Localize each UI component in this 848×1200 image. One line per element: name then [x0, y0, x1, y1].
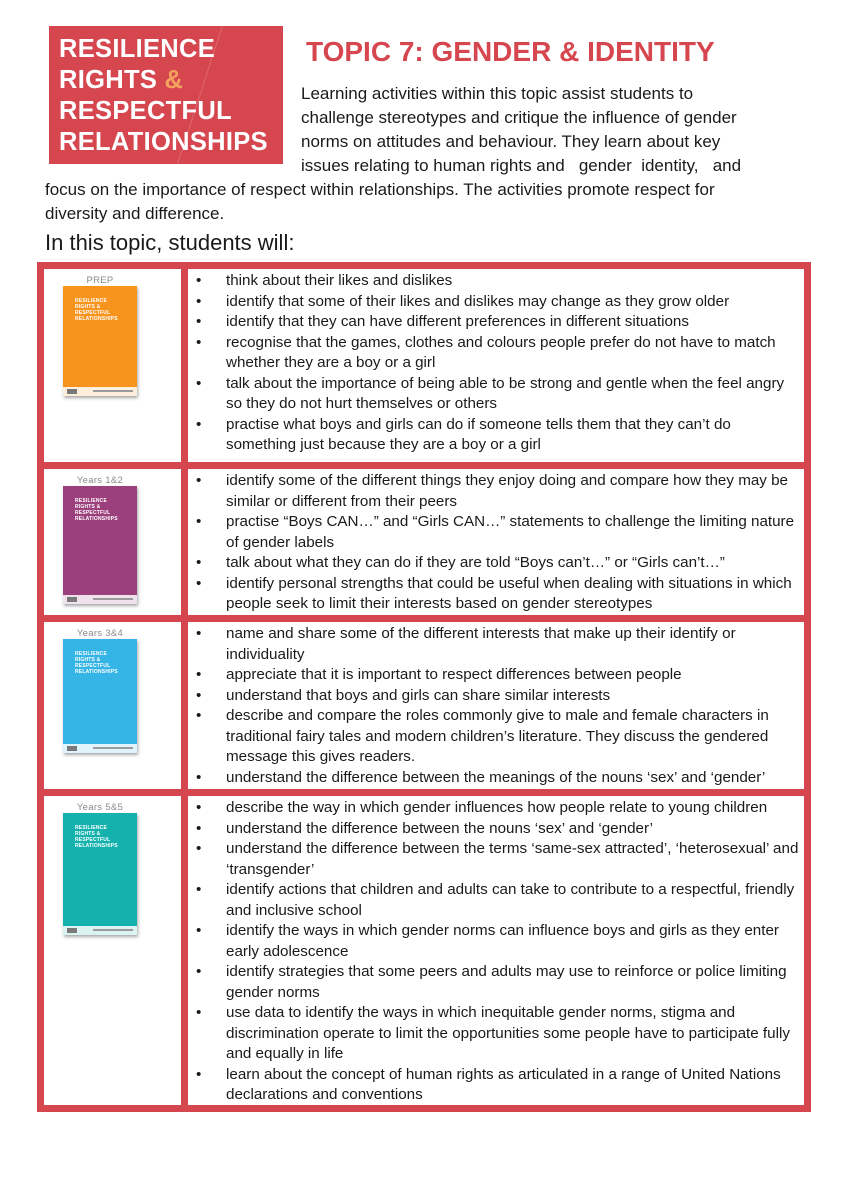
year-level-label: PREP: [86, 275, 114, 286]
year-level-label: Years 3&4: [76, 628, 124, 639]
outcomes-table: [37, 262, 811, 1112]
intro-line-6: diversity and difference.: [45, 204, 225, 223]
list-item: • use data to identify the ways in which inequitable gender norms, stigma and discrimination operate to limit the opportunities some people have to participate fully and equally in life: [188, 1003, 800, 1065]
list-item: • talk about what they can do if they are told “Boys can’t…” or “Girls can’t…”: [188, 553, 800, 574]
booklet-cover-logo: RESILIENCE RIGHTS & RESPECTFUL RELATIONSHIPS: [75, 298, 118, 322]
list-item: • describe the way in which gender influences how people relate to young children: [188, 798, 800, 819]
logo-line-1: RESILIENCE: [59, 35, 216, 63]
cover-cell-prep: [44, 269, 181, 462]
booklet-cover-prep: [63, 286, 137, 396]
cover-cell-years-1-2: [44, 469, 181, 615]
booklet-cover-years-5-6: [63, 813, 137, 935]
list-item: • identify actions that children and adults can take to contribute to a respectful, friendly and inclusive school: [188, 880, 800, 921]
list-item: • identify the ways in which gender norms can influence boys and girls as they enter early adolescence: [188, 921, 800, 962]
booklet-cover-logo: RESILIENCE RIGHTS & RESPECTFUL RELATIONSHIPS: [75, 498, 118, 522]
topic-title: TOPIC 7: GENDER & IDENTITY: [306, 36, 715, 67]
booklet-cover-logo: RESILIENCE RIGHTS & RESPECTFUL RELATIONSHIPS: [75, 825, 118, 849]
table-row-years-1-2: [37, 462, 811, 615]
intro-line-3: norms on attitudes and behaviour. They learn about key: [301, 132, 721, 151]
table-row-prep: [37, 262, 811, 462]
booklet-cover-years-1-2: [63, 486, 137, 604]
list-item: • understand the difference between the nouns ‘sex’ and ‘gender’: [188, 819, 800, 840]
list-item: • identify strategies that some peers and adults may use to reinforce or police limiting gender norms: [188, 962, 800, 1003]
list-item: • appreciate that it is important to respect differences between people: [188, 665, 800, 686]
text-cell-prep: [188, 269, 804, 462]
logo-line-4: RELATIONSHIPS: [59, 128, 268, 156]
list-item: • understand the difference between the meanings of the nouns ‘sex’ and ‘gender’: [188, 768, 800, 789]
logo-line-3: RESPECTFUL: [59, 97, 233, 125]
logo-ampersand: &: [164, 66, 184, 94]
list-item: • think about their likes and dislikes: [188, 271, 800, 292]
list-item: • learn about the concept of human rights as articulated in a range of United Nations declarations and conventions: [188, 1065, 800, 1106]
cover-cell-years-5-6: [44, 796, 181, 1105]
booklet-footer: [63, 387, 137, 396]
list-item: • identify that they can have different preferences in different situations: [188, 312, 800, 333]
list-item: • understand that boys and girls can share similar interests: [188, 686, 800, 707]
intro-line-1: Learning activities within this topic assist students to: [301, 84, 694, 103]
list-item: • recognise that the games, clothes and colours people prefer do not have to match whether they are a boy or a girl: [188, 333, 800, 374]
list-item: • talk about the importance of being able to be strong and gentle when the feel angry so they do not hurt themselves or others: [188, 374, 800, 415]
list-item: • identify personal strengths that could be useful when dealing with situations in which people seek to limit their interests based on gender stereotypes: [188, 574, 800, 615]
text-cell-years-3-4: [188, 622, 804, 789]
text-cell-years-1-2: [188, 469, 804, 615]
intro-line-5: focus on the importance of respect within relationships. The activities promote respect for: [45, 180, 715, 199]
table-row-years-5-6: [37, 789, 811, 1112]
list-item: • practise “Boys CAN…” and “Girls CAN…” statements to challenge the limiting nature of gender labels: [188, 512, 800, 553]
outcome-list-years-3-4: [188, 624, 800, 788]
list-item: • identify that some of their likes and dislikes may change as they grow older: [188, 292, 800, 313]
outcome-list-prep: [188, 271, 800, 456]
list-item: • identify some of the different things they enjoy doing and compare how they may be similar or different from their peers: [188, 471, 800, 512]
list-item: • describe and compare the roles commonly give to male and female characters in traditional fairy tales and modern children’s literature. They discuss the gendered message this gives readers.: [188, 706, 800, 768]
list-item: • practise what boys and girls can do if someone tells them that they can’t do something just because they are a boy or a girl: [188, 415, 800, 456]
program-logo: [49, 26, 283, 164]
list-item: • name and share some of the different interests that make up their identify or individuality: [188, 624, 800, 665]
logo-line-2: [59, 65, 273, 96]
table-row-years-3-4: [37, 615, 811, 789]
booklet-footer: [63, 926, 137, 935]
list-item: • understand the difference between the terms ‘same-sex attracted’, ‘heterosexual’ and ‘transgender’: [188, 839, 800, 880]
intro-line-4: issues relating to human rights and gender identity, and: [301, 156, 742, 175]
logo-rights: RIGHTS: [59, 66, 158, 94]
outcome-list-years-1-2: [188, 471, 800, 615]
booklet-cover-years-3-4: [63, 639, 137, 753]
outcome-list-years-5-6: [188, 798, 800, 1106]
cover-cell-years-3-4: [44, 622, 181, 789]
year-level-label: Years 5&5: [76, 802, 124, 813]
booklet-footer: [63, 595, 137, 604]
year-level-label: Years 1&2: [76, 475, 124, 486]
section-heading: In this topic, students will:: [45, 230, 295, 255]
booklet-cover-logo: RESILIENCE RIGHTS & RESPECTFUL RELATIONSHIPS: [75, 651, 118, 675]
intro-line-2: challenge stereotypes and critique the influence of gender: [301, 108, 737, 127]
booklet-footer: [63, 744, 137, 753]
text-cell-years-5-6: [188, 796, 804, 1105]
